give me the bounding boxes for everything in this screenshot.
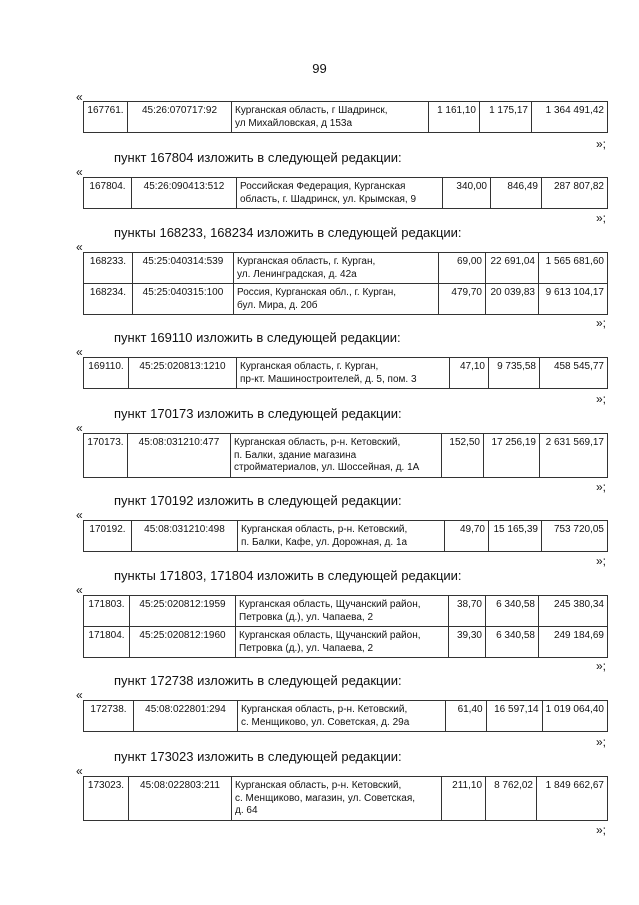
cadastral-number: 45:25:020812:1960 <box>130 627 236 658</box>
close-quote: »; <box>596 659 607 673</box>
open-quote: « <box>76 90 83 104</box>
cadastral-number: 45:26:070717:92 <box>128 102 232 133</box>
table-row <box>84 777 608 821</box>
address: Российская Федерация, Курганская область, г. Шадринск, ул. Крымская, 9 <box>237 178 443 209</box>
record-table <box>83 700 608 732</box>
address: Курганская область, р-н. Кетовский, п. Балки, здание магазина стройматериалов, ул. Шоссейная, д. 1А <box>231 434 442 478</box>
close-quote: »; <box>596 480 607 494</box>
cadastral-number: 45:08:022801:294 <box>133 701 237 732</box>
area: 38,70 <box>449 596 486 627</box>
page-number: 99 <box>312 61 327 76</box>
instruction-text: пункт 172738 изложить в следующей редакции: <box>114 673 402 688</box>
rate: 8 762,02 <box>486 777 537 821</box>
open-quote: « <box>76 764 83 778</box>
area: 61,40 <box>445 701 486 732</box>
instruction-text: пункт 167804 изложить в следующей редакции: <box>114 150 402 165</box>
record-table <box>83 357 608 389</box>
close-quote: »; <box>596 211 607 225</box>
area: 1 161,10 <box>429 102 480 133</box>
rate: 16 597,14 <box>486 701 542 732</box>
cadastral-number: 45:26:090413:512 <box>132 178 237 209</box>
cadastral-number: 45:25:020812:1959 <box>130 596 236 627</box>
cadastral-value: 1 565 681,60 <box>539 253 608 284</box>
instruction-text: пункт 170173 изложить в следующей редакции: <box>114 406 402 421</box>
item-number: 171804. <box>84 627 130 658</box>
area: 47,10 <box>450 358 489 389</box>
rate: 22 691,04 <box>486 253 539 284</box>
record-table <box>83 595 608 658</box>
close-quote: »; <box>596 137 607 151</box>
record-table <box>83 520 608 552</box>
rate: 1 175,17 <box>480 102 532 133</box>
address: Курганская область, р-н. Кетовский, с. Менщиково, магазин, ул. Советская, д. 64 <box>232 777 442 821</box>
table-row <box>84 358 608 389</box>
open-quote: « <box>76 165 83 179</box>
cadastral-number: 45:25:040315:100 <box>133 284 234 315</box>
record-table <box>83 433 608 478</box>
item-number: 168234. <box>84 284 133 315</box>
rate: 846,49 <box>491 178 542 209</box>
cadastral-value: 1 364 491,42 <box>532 102 608 133</box>
item-number: 168233. <box>84 253 133 284</box>
open-quote: « <box>76 583 83 597</box>
item-number: 170173. <box>84 434 128 478</box>
area: 340,00 <box>443 178 491 209</box>
record-table <box>83 252 608 315</box>
table-row <box>84 434 608 478</box>
item-number: 167761. <box>84 102 128 133</box>
item-number: 173023. <box>84 777 129 821</box>
open-quote: « <box>76 421 83 435</box>
address: Курганская область, Щучанский район, Петровка (д.), ул. Чапаева, 2 <box>236 627 449 658</box>
close-quote: »; <box>596 735 607 749</box>
cadastral-value: 9 613 104,17 <box>539 284 608 315</box>
item-number: 172738. <box>84 701 134 732</box>
cadastral-number: 45:08:031210:498 <box>132 521 238 552</box>
record-table <box>83 101 608 133</box>
cadastral-number: 45:25:040314:539 <box>133 253 234 284</box>
item-number: 167804. <box>84 178 132 209</box>
cadastral-value: 753 720,05 <box>542 521 608 552</box>
table-row <box>84 596 608 627</box>
cadastral-value: 458 545,77 <box>540 358 608 389</box>
close-quote: »; <box>596 554 607 568</box>
cadastral-value: 2 631 569,17 <box>540 434 608 478</box>
table-row <box>84 253 608 284</box>
area: 39,30 <box>449 627 486 658</box>
cadastral-value: 245 380,34 <box>539 596 608 627</box>
cadastral-number: 45:08:031210:477 <box>128 434 231 478</box>
cadastral-number: 45:08:022803:211 <box>129 777 232 821</box>
address: Россия, Курганская обл., г. Курган, бул. Мира, д. 20б <box>234 284 439 315</box>
table-row <box>84 627 608 658</box>
instruction-text: пункт 169110 изложить в следующей редакции: <box>114 330 401 345</box>
cadastral-value: 1 019 064,40 <box>542 701 607 732</box>
close-quote: »; <box>596 316 607 330</box>
cadastral-value: 287 807,82 <box>542 178 608 209</box>
address: Курганская область, г Шадринск, ул Михайловская, д 153а <box>232 102 429 133</box>
rate: 9 735,58 <box>489 358 540 389</box>
item-number: 171803. <box>84 596 130 627</box>
instruction-text: пункты 168233, 168234 изложить в следующей редакции: <box>114 225 462 240</box>
instruction-text: пункт 170192 изложить в следующей редакции: <box>114 493 402 508</box>
open-quote: « <box>76 508 83 522</box>
open-quote: « <box>76 240 83 254</box>
close-quote: »; <box>596 392 607 406</box>
close-quote: »; <box>596 823 607 837</box>
cadastral-number: 45:25:020813:1210 <box>129 358 237 389</box>
cadastral-value: 249 184,69 <box>539 627 608 658</box>
item-number: 169110. <box>84 358 129 389</box>
record-table <box>83 776 608 821</box>
item-number: 170192. <box>84 521 132 552</box>
table-row <box>84 102 608 133</box>
rate: 15 165,39 <box>489 521 542 552</box>
table-row <box>84 521 608 552</box>
address: Курганская область, р-н. Кетовский, п. Балки, Кафе, ул. Дорожная, д. 1а <box>238 521 445 552</box>
rate: 6 340,58 <box>486 596 539 627</box>
instruction-text: пункты 171803, 171804 изложить в следующей редакции: <box>114 568 462 583</box>
rate: 20 039,83 <box>486 284 539 315</box>
table-row <box>84 178 608 209</box>
address: Курганская область, г. Курган, ул. Ленинградская, д. 42а <box>234 253 439 284</box>
area: 152,50 <box>442 434 484 478</box>
address: Курганская область, Щучанский район, Петровка (д.), ул. Чапаева, 2 <box>236 596 449 627</box>
open-quote: « <box>76 345 83 359</box>
address: Курганская область, г. Курган, пр-кт. Машиностроителей, д. 5, пом. 3 <box>237 358 450 389</box>
rate: 6 340,58 <box>486 627 539 658</box>
area: 69,00 <box>439 253 486 284</box>
record-table <box>83 177 608 209</box>
open-quote: « <box>76 688 83 702</box>
rate: 17 256,19 <box>484 434 540 478</box>
table-row <box>84 701 608 732</box>
table-row <box>84 284 608 315</box>
cadastral-value: 1 849 662,67 <box>537 777 608 821</box>
address: Курганская область, р-н. Кетовский, с. Менщиково, ул. Советская, д. 29а <box>237 701 445 732</box>
area: 479,70 <box>439 284 486 315</box>
instruction-text: пункт 173023 изложить в следующей редакции: <box>114 749 402 764</box>
area: 49,70 <box>445 521 489 552</box>
area: 211,10 <box>442 777 486 821</box>
